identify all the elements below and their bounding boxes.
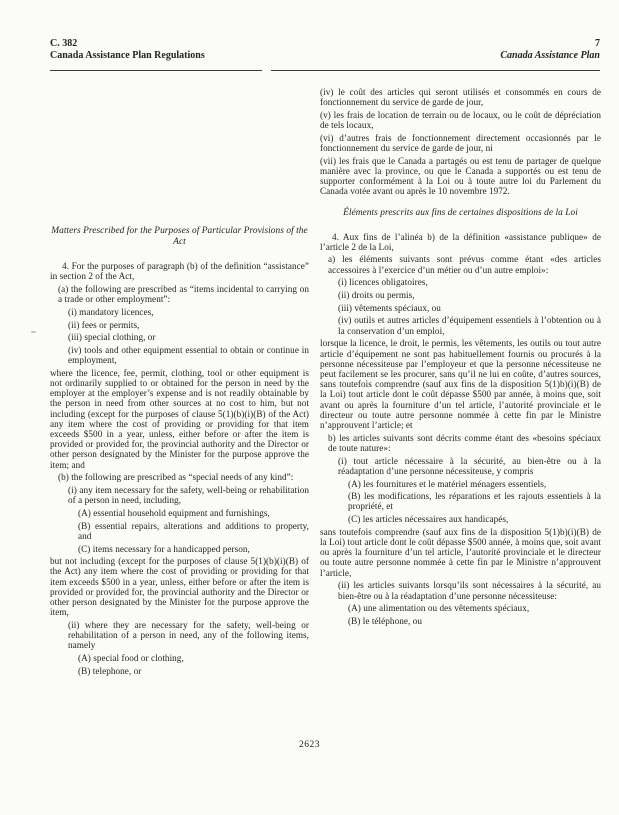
french-column [320,87,601,629]
paragraph: (B) le téléphone, ou [348,615,422,626]
paragraph: 4. For the purposes of paragraph (b) of the definition “assistance” in section 2 of the Act, [50,261,309,282]
left-running-title: Canada Assistance Plan Regulations [50,50,205,61]
paragraph: (A) les fournitures et le matériel ménagers essentiels, [348,478,547,489]
paragraph: (i) tout article nécessaire à la sécurité, au bien-être ou à la réadaptation d’une personne nécessiteuse, y compris [338,455,601,476]
paragraph: (C) les articles nécessaires aux handicapés, [348,514,509,525]
paragraph: (C) items necessary for a handicapped person, [78,543,250,554]
paragraph: (iii) vêtements spéciaux, ou [338,302,441,313]
paragraph: (iv) tools and other equipment essential to obtain or continue in employment, [68,344,309,366]
paragraph: (vi) d’autres frais de fonctionnement directement occasionnés par le fonctionnement du service de garde de jour, ni [320,132,601,154]
paragraph: (a) the following are prescribed as “items incidental to carrying on a trade or other employment”: [58,283,309,305]
paragraph: (A) special food or clothing, [78,653,184,664]
paragraph: but not including (except for the purposes of clause 5(1)(b)(i)(B) of the Act) any item where the cost of providing or providing for that item exceeds $500 in a year, unless, either before or after the item is provided or provided for, the provincial authority and the Director or other person designated by the Minister for the purpose approve the item, [50,556,309,618]
header-rule-left [50,70,262,71]
scan-artifact [31,331,36,333]
footer-page-number: 2623 [299,740,320,750]
header-row-titles [50,50,600,62]
paragraph: (i) licences obligatoires, [338,277,428,288]
paragraph: 4. Aux fins de l’alinéa b) de la définition «assistance publique» de l’article 2 de la Loi, [320,231,601,252]
header-rule-right [271,70,600,71]
paragraph: (iv) outils et autres articles d’équipement essentiels à l’obtention ou à la conservation d’un emploi, [338,315,601,336]
header-row-top [50,38,600,50]
header-page-number: 7 [595,38,600,49]
paragraph: (B) les modifications, les réparations et les rajouts essentiels à la propriété, et [348,491,601,512]
paragraph: where the licence, fee, permit, clothing, tool or other equipment is not ordinarily supplied to or obtained for the person in need by the employer at the employer’s expense and is not readily obtainable by the person in need from other sources at no cost to him, but not including (except for the purposes of clause 5(1)(b)(i)(B) of the Act) any item where the cost of providing or providing for that item exceeds $500 in a year, unless, either before or after the item is provided or provided for, the provincial authority and the Director or other person designated by the Minister for the purpose approve the item; and [50,367,309,470]
english-column [50,226,309,679]
right-running-title: Canada Assistance Plan [500,50,600,61]
paragraph: (i) mandatory licences, [68,306,154,317]
french-section-heading: Éléments prescrits aux fins de certaines dispositions de la Loi [343,207,578,218]
paragraph: lorsque la licence, le droit, le permis, les vêtements, les outils ou tout autre article d’équipement ne sont pas habituellement fournis ou procurés à la personne nécessiteuse par l’employeur et que la personne nécessiteuse ne peut facilement se les procurer, sans qu’il ne lui en coûte, d’autres sources, sans toutefois comprendre (sauf aux fins de la disposition 5(1)b)(i)(B) de la Loi) tout article dont le coût dépasse $500 par année, à moins que, soit avant ou après la fourniture d’un tel article, l’autorité provinciale et le directeur ou toute autre personne nommée à cette fin par le Ministre n’approuvent l’article; et [320,338,601,430]
doc-code: C. 382 [50,38,78,49]
paragraph: (B) essential repairs, alterations and additions to property, and [78,520,309,541]
english-section-paragraphs [50,261,309,676]
paragraph: (A) une alimentation ou des vêtements spéciaux, [348,603,530,614]
paragraph: b) les articles suivants sont décrits comme étant des «besoins spéciaux de toute nature»: [328,432,601,453]
paragraph: a) les éléments suivants sont prévus comme étant «des articles accessoires à l’exercice d’un métier ou d’un autre emploi»: [328,254,601,275]
paragraph: (iv) le coût des articles qui seront utilisés et consommés en cours de fonctionnement du service de garde de jour, [320,87,601,108]
paragraph: (vii) les frais que le Canada a partagés ou est tenu de partager de quelque manière avec la province, ou que le Canada a supportés ou est tenu de supporter conformément à la Loi ou à toute autre loi du Parlement du Canada votée avant ou après le 10 novembre 1972. [320,155,601,197]
paragraph: (ii) fees or permits, [68,319,140,330]
paragraph: (i) any item necessary for the safety, well-being or rehabilitation of a person in need, including, [68,485,309,506]
french-section-paragraphs [320,232,601,627]
paragraph: (ii) droits ou permis, [338,290,415,301]
paragraph: (v) les frais de location de terrain ou de locaux, ou le coût de dépréciation de tels locaux, [320,109,601,131]
paragraph: (ii) where they are necessary for the safety, well-being or rehabilitation of a person in need, any of the following items, namely [68,620,309,651]
paragraph: (B) telephone, or [78,665,142,676]
paragraph: (b) the following are prescribed as “special needs of any kind”: [58,472,294,483]
paragraph: (iii) special clothing, or [68,332,156,343]
page-header [50,38,600,62]
paragraph: (ii) les articles suivants lorsqu’ils sont nécessaires à la sécurité, au bien-être ou à la réadaptation d’une personne nécessiteuse: [338,580,601,601]
french-continued-paragraphs [320,87,601,197]
paragraph: sans toutefois comprendre (sauf aux fins de la disposition 5(1)b)(i)(B) de la Loi) tout article dont le coût dépasse $500 année, à moins que, soit avant ou après la fourniture d’un tel article, l’autorité provinciale et le directeur ou toute autre personne nommée à cette fin par le Ministre n’approuvent l’article, [320,526,601,578]
page-footer [0,740,619,750]
paragraph: (A) essential household equipment and furnishings, [78,507,270,518]
english-section-heading: Matters Prescribed for the Purposes of Particular Provisions of the Act [51,226,308,247]
